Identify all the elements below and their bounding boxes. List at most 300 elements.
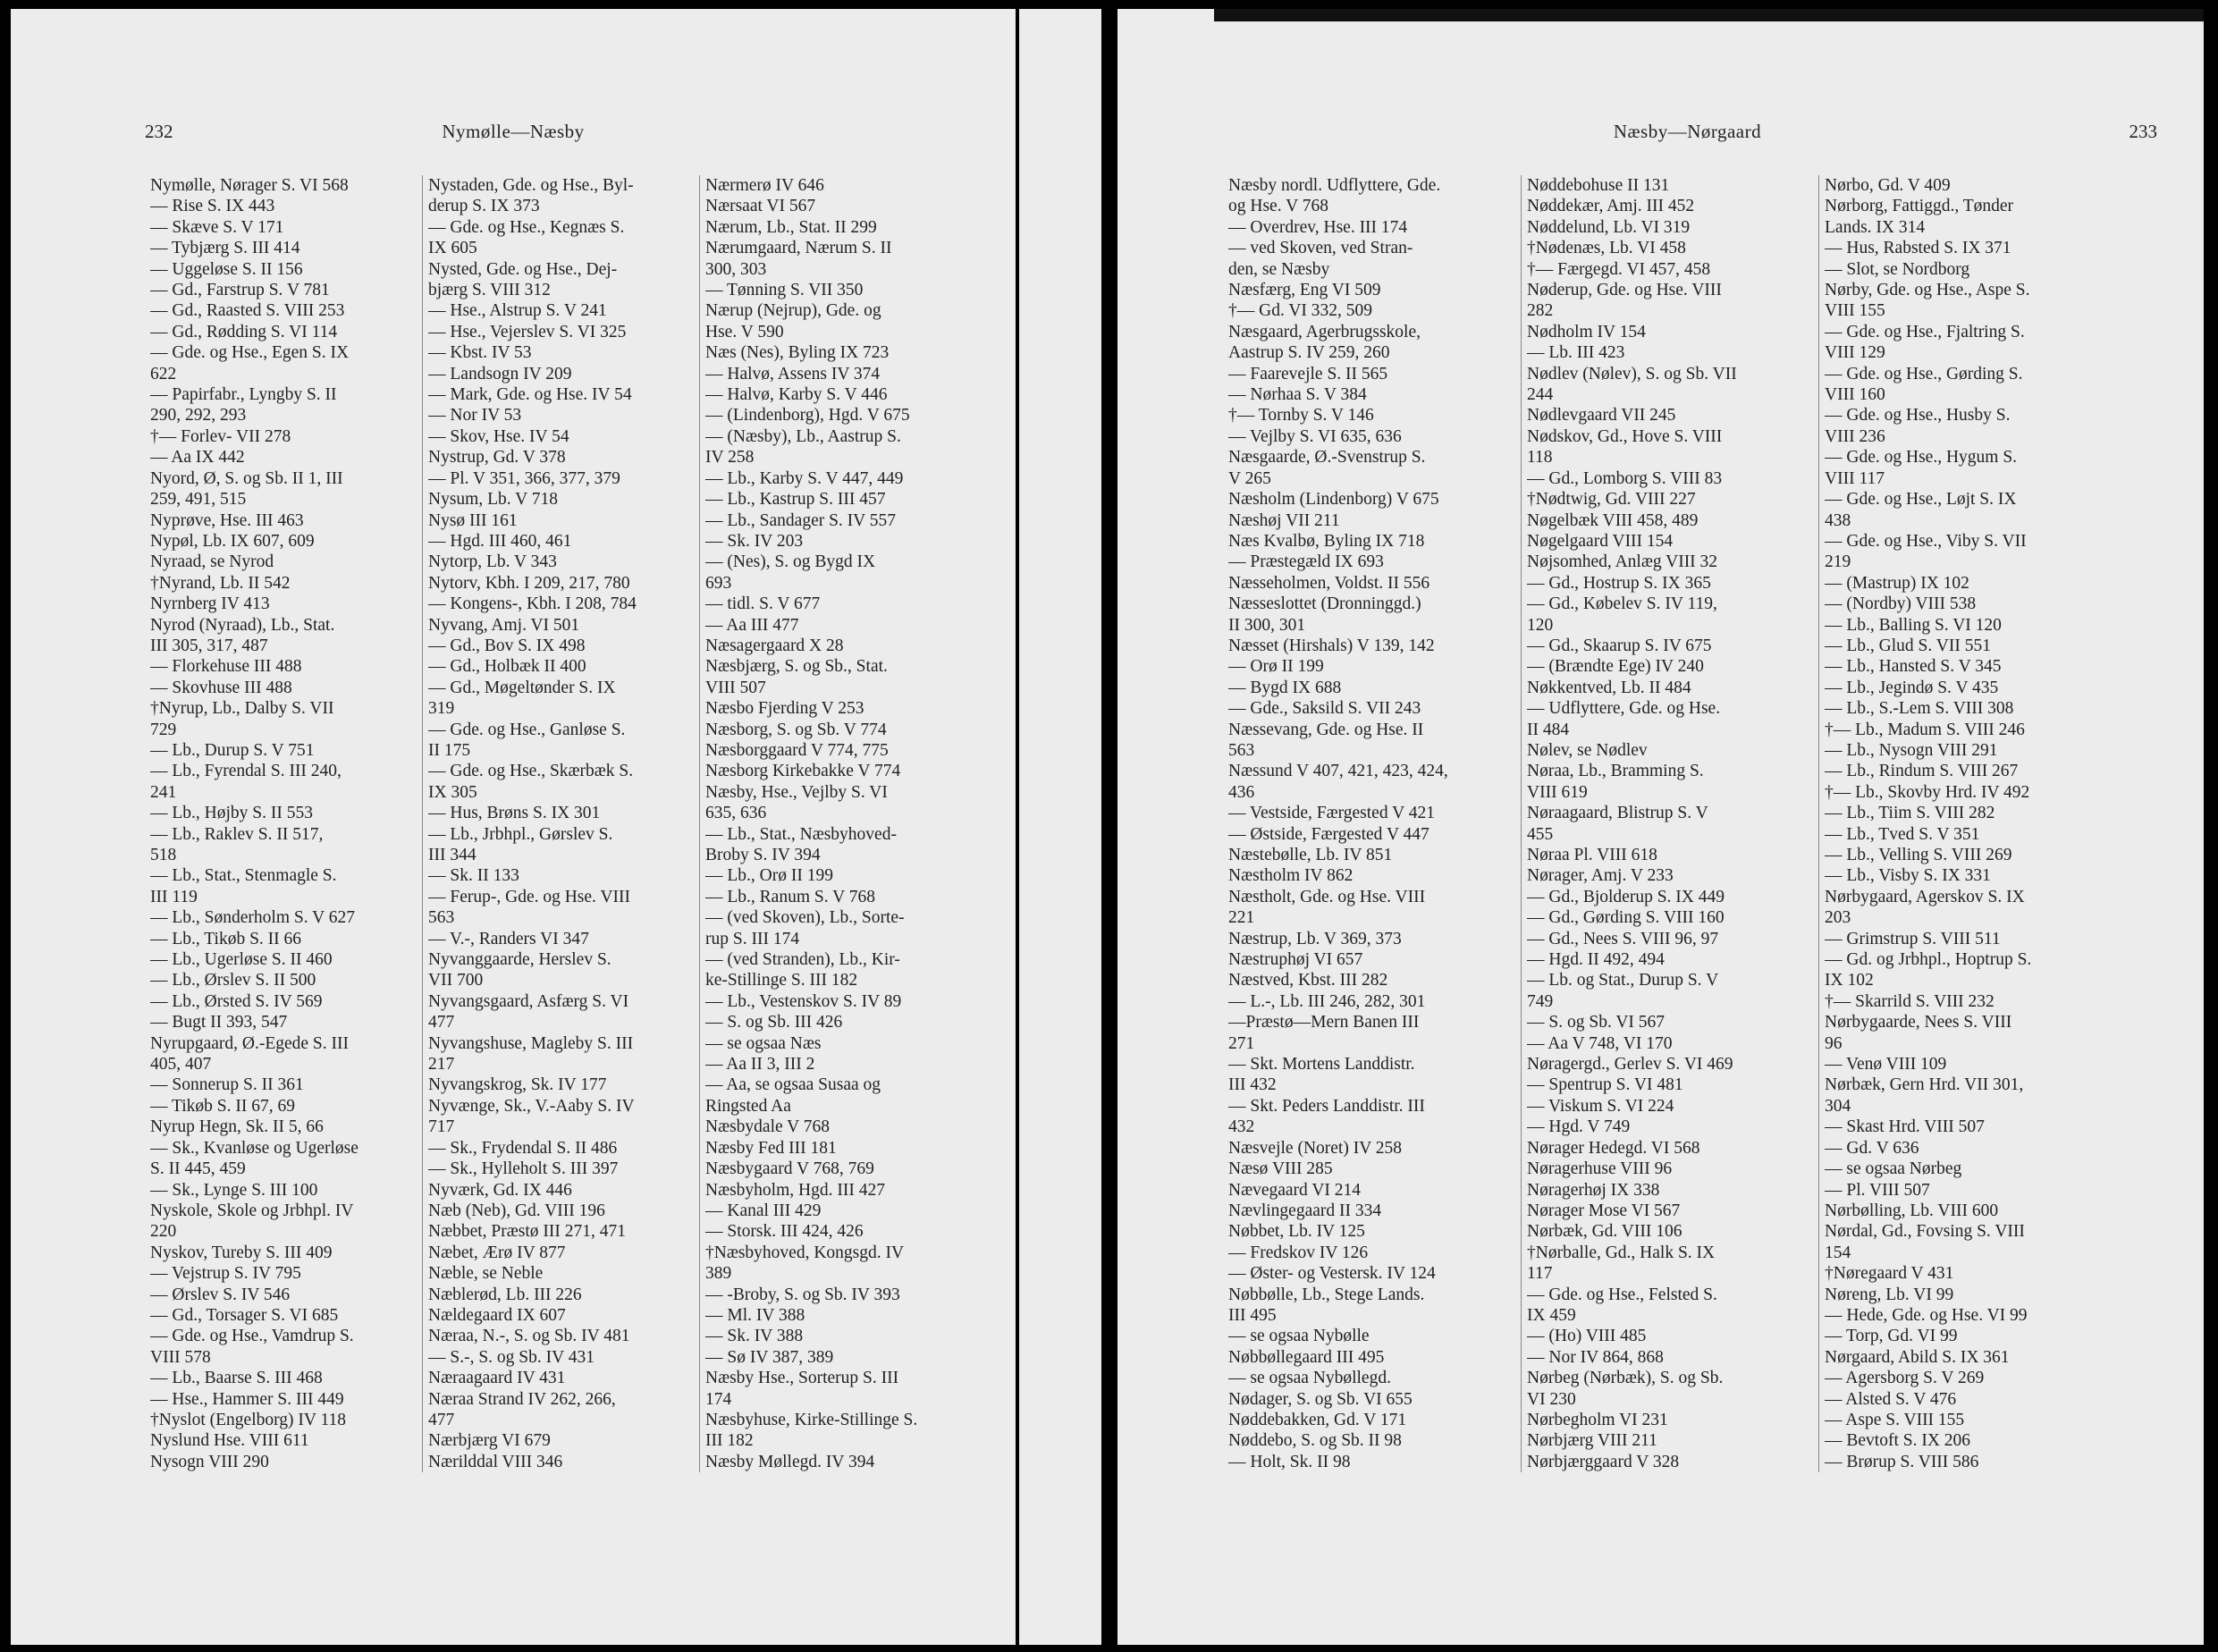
- index-entry-line: Nøragergd., Gerlev S. VI 469: [1527, 1055, 1733, 1075]
- index-entry-line: 729: [150, 720, 177, 739]
- index-entry-line: — Præstegæld IX 693: [1228, 552, 1384, 572]
- index-entry-line: Næsborg, S. og Sb. V 774: [705, 720, 887, 739]
- index-entry-line: Nørbølling, Lb. VIII 600: [1825, 1201, 1999, 1220]
- index-entry-line: III 495: [1228, 1305, 1277, 1325]
- index-entry-line: — se ogsaa Nybølle: [1228, 1327, 1370, 1346]
- index-entry-line: — Gde. og Hse., Vamdrup S.: [150, 1327, 354, 1346]
- index-entry-line: Næstebølle, Lb. IV 851: [1228, 846, 1393, 864]
- index-entry-line: Næsvejle (Noret) IV 258: [1228, 1138, 1403, 1158]
- index-entry-line: — Storsk. III 424, 426: [705, 1222, 864, 1242]
- index-entry-line: — Slot, se Nordborg: [1825, 259, 1970, 279]
- index-entry-line: 405, 407: [150, 1055, 212, 1075]
- index-entry-line: — Aa V 748, VI 170: [1527, 1033, 1673, 1053]
- index-entry-line: — Hgd. II 492, 494: [1527, 950, 1665, 970]
- index-entry-line: — Østside, Færgested V 447: [1228, 824, 1429, 844]
- index-entry-line: Nævlingegaard II 334: [1228, 1201, 1382, 1220]
- index-entry-line: Nyværk, Gd. IX 446: [428, 1180, 572, 1200]
- index-entry-line: VIII 507: [705, 678, 766, 697]
- index-entry-line: — Skast Hrd. VIII 507: [1825, 1117, 1985, 1137]
- index-entry-line: †Nøregaard V 431: [1825, 1264, 1954, 1284]
- index-entry-line: Næsbydale V 768: [705, 1117, 831, 1137]
- index-entry-line: — Lb., Orø II 199: [705, 866, 833, 886]
- index-entry-line: — Aspe S. VIII 155: [1825, 1410, 1965, 1429]
- index-entry-line: — V.-, Randers VI 347: [428, 929, 589, 948]
- index-entry-line: — Lb., Jrbhpl., Gørslev S.: [428, 824, 613, 844]
- index-entry-line: — Gde. og Hse., Kegnæs S.: [428, 217, 625, 237]
- index-entry-line: Næssund V 407, 421, 423, 424,: [1228, 762, 1448, 781]
- index-entry-line: — Pl. V 351, 366, 377, 379: [428, 468, 620, 488]
- index-entry-line: Nysum, Lb. V 718: [428, 490, 559, 510]
- index-entry-line: — Gde. og Hse., Hygum S.: [1825, 448, 2018, 468]
- index-entry-line: Nyvangskrog, Sk. IV 177: [428, 1075, 607, 1095]
- index-entry-line: den, se Næsby: [1228, 259, 1330, 279]
- index-entry-line: — Hse., Hammer S. III 449: [150, 1389, 344, 1409]
- index-entry-line: Næb (Neb), Gd. VIII 196: [428, 1201, 605, 1220]
- index-entry-line: — Lb., Raklev S. II 517,: [150, 824, 324, 844]
- index-columns: [145, 175, 994, 1472]
- index-entry-line: Nærsaat VI 567: [705, 197, 816, 216]
- index-entry-line: — (ved Stranden), Lb., Kir-: [705, 950, 900, 970]
- index-entry-line: †— Tornby S. V 146: [1228, 406, 1374, 426]
- index-columns: [1223, 175, 2144, 1472]
- index-entry-line: Næstholt, Gde. og Hse. VIII: [1228, 887, 1426, 906]
- index-entry-line: — Fredskov IV 126: [1228, 1243, 1369, 1262]
- index-entry-line: VIII 236: [1825, 426, 1885, 446]
- index-entry-line: — Gde. og Hse., Egen S. IX: [150, 343, 350, 363]
- index-entry-line: — Lb., Tiim S. VIII 282: [1825, 804, 1995, 823]
- index-entry-line: Nærilddal VIII 346: [428, 1452, 563, 1471]
- index-entry-line: og Hse. V 768: [1228, 197, 1328, 216]
- index-entry-line: derup S. IX 373: [428, 197, 540, 216]
- index-entry-line: Næraagaard IV 431: [428, 1369, 566, 1388]
- index-entry-line: — Ørslev S. IV 546: [150, 1285, 291, 1304]
- index-entry-line: Nyord, Ø, S. og Sb. II 1, III: [150, 468, 343, 488]
- index-entry-line: 96: [1825, 1033, 1843, 1053]
- index-entry-line: — Gd., Skaarup S. IV 675: [1527, 636, 1712, 655]
- index-entry-line: IX 305: [428, 782, 477, 802]
- index-entry-line: Nærmerø IV 646: [705, 176, 824, 195]
- index-entry-line: — Lb., Ranum S. V 768: [705, 887, 875, 906]
- index-entry-line: Nyslund Hse. VIII 611: [150, 1431, 309, 1451]
- index-entry-line: Nøddebo, S. og Sb. II 98: [1228, 1431, 1402, 1451]
- index-entry-line: — Lb., Baarse S. III 468: [150, 1369, 323, 1388]
- index-entry-line: Nyrnberg IV 413: [150, 594, 270, 614]
- index-entry-line: †Nødenæs, Lb. VI 458: [1527, 239, 1686, 258]
- index-entry-line: Nøjsomhed, Anlæg VIII 32: [1527, 552, 1718, 572]
- index-entry-line: 271: [1228, 1033, 1255, 1053]
- index-entry-line: Nøgelgaard VIII 154: [1527, 531, 1674, 551]
- index-entry-line: Nyrupgaard, Ø.-Egede S. III: [150, 1033, 350, 1053]
- index-entry-line: Nøddekær, Amj. III 452: [1527, 197, 1695, 216]
- index-entry-line: — Lb., Balling S. VI 120: [1825, 615, 2002, 635]
- index-entry-line: 118: [1527, 448, 1553, 468]
- index-entry-line: — Lb., Fyrendal S. III 240,: [150, 762, 342, 781]
- index-entry-line: Næsø VIII 285: [1228, 1159, 1333, 1179]
- index-entry-line: 241: [150, 782, 177, 802]
- index-entry-line: — Landsogn IV 209: [428, 364, 572, 384]
- index-entry-line: — Lb. og Stat., Durup S. V: [1527, 971, 1719, 990]
- index-entry-line: — Brørup S. VIII 586: [1825, 1452, 1979, 1471]
- index-entry-line: — Sk., Lynge S. III 100: [150, 1180, 318, 1200]
- index-entry-line: — (Mastrup) IX 102: [1825, 573, 1969, 593]
- index-entry-line: 438: [1825, 510, 1851, 530]
- index-entry-line: VII 700: [428, 971, 484, 990]
- index-entry-line: Nølev, se Nødlev: [1527, 740, 1648, 760]
- index-entry-line: Nærumgaard, Nærum S. II: [705, 239, 892, 258]
- index-entry-line: Nymølle, Nørager S. VI 568: [150, 176, 349, 195]
- index-entry-line: III 432: [1228, 1075, 1277, 1095]
- index-entry-line: — Torp, Gd. VI 99: [1825, 1327, 1958, 1346]
- index-entry-line: — Hus, Brøns S. IX 301: [428, 804, 601, 823]
- index-entry-line: Næsgaarde, Ø.-Svenstrup S.: [1228, 448, 1426, 468]
- index-entry-line: Nyskov, Tureby S. III 409: [150, 1243, 333, 1262]
- index-entry-line: Nysø III 161: [428, 510, 518, 530]
- index-entry-line: — Grimstrup S. VIII 511: [1825, 929, 2001, 948]
- index-entry-line: — Skt. Peders Landdistr. III: [1228, 1096, 1425, 1116]
- index-entry-line: — -Broby, S. og Sb. IV 393: [705, 1285, 900, 1304]
- index-entry-line: — Gd., Raasted S. VIII 253: [150, 301, 345, 321]
- index-entry-line: — Gde. og Hse., Skærbæk S.: [428, 762, 634, 781]
- index-entry-line: — Lb., Glud S. VII 551: [1825, 636, 1991, 655]
- index-entry-line: †— Forlev- VII 278: [150, 426, 291, 446]
- index-entry-line: — Gde. og Hse., Ganløse S.: [428, 720, 626, 739]
- index-entry-line: — Lb., Durup S. V 751: [150, 740, 315, 760]
- index-entry-line: Næbet, Ærø IV 877: [428, 1243, 566, 1262]
- index-entry-line: — Tybjærg S. III 414: [150, 239, 300, 258]
- index-entry-line: — Hede, Gde. og Hse. VI 99: [1825, 1305, 2028, 1325]
- index-entry-line: — Gd. V 636: [1825, 1138, 1919, 1158]
- index-entry-line: Nævegaard VI 214: [1228, 1180, 1362, 1200]
- index-entry-line: Nyskole, Skole og Jrbhpl. IV: [150, 1201, 354, 1220]
- index-entry-line: Næsgaard, Agerbrugsskole,: [1228, 322, 1421, 341]
- index-entry-line: 219: [1825, 552, 1851, 572]
- left-page: [11, 9, 1016, 1645]
- index-entry-line: — Sk. IV 388: [705, 1327, 804, 1346]
- index-entry-line: 455: [1527, 824, 1554, 844]
- index-entry-line: 244: [1527, 385, 1554, 405]
- index-entry-line: Nørager, Amj. V 233: [1527, 866, 1674, 886]
- index-entry-line: Lands. IX 314: [1825, 217, 1926, 237]
- index-entry-line: Nældegaard IX 607: [428, 1305, 566, 1325]
- index-entry-line: V 265: [1228, 468, 1271, 488]
- index-entry-line: — Sk. II 133: [428, 866, 519, 886]
- index-entry-line: — Gde. og Hse., Felsted S.: [1527, 1285, 1717, 1304]
- index-entry-line: 563: [428, 908, 455, 928]
- index-entry-line: — Vestside, Færgested V 421: [1228, 804, 1435, 823]
- index-entry-line: — Gde. og Hse., Fjaltring S.: [1825, 322, 2025, 341]
- index-entry-line: — Gd., Nees S. VIII 96, 97: [1527, 929, 1719, 948]
- index-entry-line: — Gd., Torsager S. VI 685: [150, 1305, 339, 1325]
- index-entry-line: — Ml. IV 388: [705, 1305, 805, 1325]
- index-entry-line: — tidl. S. V 677: [705, 594, 821, 614]
- index-entry-line: 203: [1825, 908, 1851, 928]
- index-entry-line: †— Gd. VI 332, 509: [1228, 301, 1373, 321]
- index-entry-line: — Gd., Gørding S. VIII 160: [1527, 908, 1725, 928]
- index-entry-line: Nærum, Lb., Stat. II 299: [705, 217, 877, 237]
- index-entry-line: IX 605: [428, 239, 477, 258]
- index-entry-line: †Næsbyhoved, Kongsgd. IV: [705, 1243, 905, 1262]
- index-entry-line: Nørbjærg VIII 211: [1527, 1431, 1657, 1451]
- index-entry-line: — Lb., S.-Lem S. VIII 308: [1825, 699, 2014, 719]
- index-entry-line: — se ogsaa Nørbeg: [1825, 1159, 1962, 1179]
- index-entry-line: II 300, 301: [1228, 615, 1306, 635]
- index-entry-line: Næsby Fed III 181: [705, 1138, 837, 1158]
- index-entry-line: Nystrup, Gd. V 378: [428, 448, 566, 468]
- index-entry-line: Næsborg Kirkebakke V 774: [705, 762, 901, 781]
- index-entry-line: Nærbjærg VI 679: [428, 1431, 551, 1451]
- index-entry-line: —Præstø—Mern Banen III: [1228, 1013, 1420, 1032]
- index-entry-line: — Gd., Bov S. IX 498: [428, 636, 586, 655]
- index-entry-line: — Lb., Sandager S. IV 557: [705, 510, 897, 530]
- index-entry-line: — Rise S. IX 443: [150, 197, 275, 216]
- index-entry-line: — Hse., Alstrup S. V 241: [428, 301, 607, 321]
- index-entry-line: Nødskov, Gd., Hove S. VIII: [1527, 426, 1723, 446]
- index-entry-line: — Lb., Tikøb S. II 66: [150, 929, 302, 948]
- index-entry-line: †— Færgegd. VI 457, 458: [1527, 259, 1711, 279]
- index-entry-line: 217: [428, 1055, 455, 1075]
- index-entry-line: — Sk., Frydendal S. II 486: [428, 1138, 618, 1158]
- index-entry-line: Nødager, S. og Sb. VI 655: [1228, 1389, 1413, 1409]
- index-entry-line: III 305, 317, 487: [150, 636, 268, 655]
- index-entry-line: Ringsted Aa: [705, 1096, 791, 1116]
- index-entry-line: Næstholm IV 862: [1228, 866, 1354, 886]
- index-entry-line: — Aa, se ogsaa Susaa og: [705, 1075, 881, 1095]
- index-entry-line: — Gde. og Hse., Viby S. VII: [1825, 531, 2027, 551]
- index-entry-line: 389: [705, 1264, 732, 1284]
- index-entry-line: — (Nes), S. og Bygd IX: [705, 552, 876, 572]
- index-entry-line: — Halvø, Assens IV 374: [705, 364, 881, 384]
- index-entry-line: — (Brændte Ege) IV 240: [1527, 657, 1704, 677]
- index-entry-line: — Lb., Højby S. II 553: [150, 804, 313, 823]
- index-entry-line: Næsby nordl. Udflyttere, Gde.: [1228, 176, 1441, 195]
- index-entry-line: Nøraagaard, Blistrup S. V: [1527, 804, 1708, 823]
- index-entry-line: — Sø IV 387, 389: [705, 1347, 834, 1367]
- index-entry-line: Nærup (Nejrup), Gde. og: [705, 301, 881, 321]
- index-entry-line: — se ogsaa Nybøllegd.: [1228, 1369, 1391, 1388]
- index-entry-line: Næsbo Fjerding V 253: [705, 699, 864, 719]
- index-entry-line: — Lb., Rindum S. VIII 267: [1825, 762, 2019, 781]
- index-entry-line: — Lb., Karby S. V 447, 449: [705, 468, 904, 488]
- index-entry-line: IX 459: [1527, 1305, 1576, 1325]
- index-entry-line: 622: [150, 364, 177, 384]
- index-entry-line: — Bygd IX 688: [1228, 678, 1342, 697]
- index-entry-line: VIII 619: [1527, 782, 1588, 802]
- index-entry-line: Næstved, Kbst. III 282: [1228, 971, 1388, 990]
- index-entry-line: 174: [705, 1389, 732, 1409]
- index-entry-line: Nøbbøllegaard III 495: [1228, 1347, 1385, 1367]
- index-entry-line: Næssevang, Gde. og Hse. II: [1228, 720, 1424, 739]
- index-entry-line: 120: [1527, 615, 1554, 635]
- index-entry-line: Næsbjærg, S. og Sb., Stat.: [705, 657, 888, 677]
- index-entry-line: Næblerød, Lb. III 226: [428, 1285, 582, 1304]
- index-entry-line: III 344: [428, 846, 476, 864]
- index-entry-line: 319: [428, 699, 455, 719]
- index-entry-line: — Bugt II 393, 547: [150, 1013, 288, 1032]
- index-entry-line: — Kbst. IV 53: [428, 343, 532, 363]
- index-entry-line: 477: [428, 1013, 455, 1032]
- page-number: 232: [145, 121, 173, 142]
- index-entry-line: — Aa IX 442: [150, 448, 245, 468]
- index-entry-line: — Bevtoft S. IX 206: [1825, 1431, 1971, 1451]
- index-entry-line: VI 230: [1527, 1389, 1576, 1409]
- index-entry-line: — Skt. Mortens Landdistr.: [1228, 1055, 1415, 1075]
- index-entry-line: — Skæve S. V 171: [150, 217, 284, 237]
- index-entry-line: 154: [1825, 1243, 1851, 1262]
- index-entry-line: Næsby, Hse., Vejlby S. VI: [705, 782, 888, 802]
- index-entry-line: 693: [705, 573, 732, 593]
- index-entry-line: †Nyslot (Engelborg) IV 118: [150, 1410, 346, 1429]
- index-entry-line: 635, 636: [705, 804, 767, 823]
- index-entry-line: Nyvanggaarde, Herslev S.: [428, 950, 611, 970]
- index-entry-line: Næshøj VII 211: [1228, 510, 1340, 530]
- index-entry-line: — Gd., Rødding S. VI 114: [150, 322, 338, 341]
- index-entry-line: †— Skarrild S. VIII 232: [1825, 991, 1995, 1011]
- index-entry-line: Næsfærg, Eng VI 509: [1228, 281, 1381, 300]
- index-entry-line: Næsholm (Lindenborg) V 675: [1228, 490, 1439, 510]
- index-entry-line: — Gd., Lomborg S. VIII 83: [1527, 468, 1723, 488]
- index-entry-line: — Gd., Farstrup S. V 781: [150, 281, 330, 300]
- index-entry-line: — Gde., Saksild S. VII 243: [1228, 699, 1421, 719]
- index-entry-line: Nyvang, Amj. VI 501: [428, 615, 580, 635]
- left-page-header: [11, 121, 1016, 156]
- right-page: [1117, 9, 2204, 1645]
- index-entry-line: Nøgelbæk VIII 458, 489: [1527, 510, 1699, 530]
- index-entry-line: — Pl. VIII 507: [1825, 1180, 1930, 1200]
- index-entry-line: Nypøl, Lb. IX 607, 609: [150, 531, 315, 551]
- index-entry-line: — (ved Skoven), Lb., Sorte-: [705, 908, 905, 928]
- index-entry-line: — Aa II 3, III 2: [705, 1055, 815, 1075]
- index-entry-line: — S. og Sb. III 426: [705, 1013, 843, 1032]
- index-entry-line: VIII 129: [1825, 343, 1885, 363]
- index-entry-line: — S.-, S. og Sb. IV 431: [428, 1347, 595, 1367]
- index-entry-line: Nyrod (Nyraad), Lb., Stat.: [150, 615, 335, 635]
- index-entry-line: Næs (Nes), Byling IX 723: [705, 343, 890, 363]
- index-entry-line: — Lb., Ugerløse S. II 460: [150, 950, 333, 970]
- index-entry-line: Nyraad, se Nyrod: [150, 552, 274, 572]
- index-entry-line: 117: [1527, 1264, 1553, 1284]
- index-entry-line: — Lb., Ørslev S. II 500: [150, 971, 316, 990]
- index-entry-line: Næsbygaard V 768, 769: [705, 1159, 874, 1179]
- index-entry-line: — Lb., Visby S. IX 331: [1825, 866, 1991, 886]
- index-entry-line: — Kongens-, Kbh. I 208, 784: [428, 594, 637, 614]
- index-entry-line: — Overdrev, Hse. III 174: [1228, 217, 1408, 237]
- index-entry-line: Nødlev (Nølev), S. og Sb. VII: [1527, 364, 1737, 384]
- right-page-top-shadow: [1214, 9, 2204, 21]
- index-entry-line: Nøraa, Lb., Bramming S.: [1527, 762, 1704, 781]
- index-entry-line: Næble, se Neble: [428, 1264, 544, 1284]
- index-entry-line: Nyvangsgaard, Asfærg S. VI: [428, 991, 629, 1011]
- index-entry-line: Nøddelund, Lb. VI 319: [1527, 217, 1691, 237]
- index-entry-line: — Gde. og Hse., Løjt S. IX: [1825, 490, 2017, 510]
- index-entry-line: Nøbbet, Lb. IV 125: [1228, 1222, 1365, 1242]
- index-entry-line: Nørbeg (Nørbæk), S. og Sb.: [1527, 1369, 1724, 1388]
- index-entry-line: — Tønning S. VII 350: [705, 281, 864, 300]
- index-entry-line: — Halvø, Karby S. V 446: [705, 385, 888, 405]
- index-entry-line: — Aa III 477: [705, 615, 799, 635]
- index-entry-line: IV 258: [705, 448, 755, 468]
- running-head: Næsby—Nørgaard: [1613, 121, 1762, 142]
- index-entry-line: — Spentrup S. VI 481: [1527, 1075, 1683, 1095]
- index-entry-line: — Agersborg S. V 269: [1825, 1369, 1985, 1388]
- index-entry-line: — Gd., Møgeltønder S. IX: [428, 678, 616, 697]
- index-entry-line: S. II 445, 459: [150, 1159, 246, 1179]
- index-entry-line: Næsby Møllegd. IV 394: [705, 1452, 875, 1471]
- index-column: [422, 175, 699, 1472]
- index-entry-line: Nøragerhøj IX 338: [1527, 1180, 1660, 1200]
- index-entry-line: Nyvænge, Sk., V.-Aaby S. IV: [428, 1096, 635, 1116]
- index-entry-line: Nørdal, Gd., Fovsing S. VIII: [1825, 1222, 2025, 1242]
- index-entry-line: — Lb., Kastrup S. III 457: [705, 490, 886, 510]
- index-entry-line: — Orø II 199: [1228, 657, 1324, 677]
- index-entry-line: — Nørhaa S. V 384: [1228, 385, 1367, 405]
- index-entry-line: †Nødtwig, Gd. VIII 227: [1527, 490, 1696, 510]
- index-column: [1521, 175, 1818, 1472]
- index-entry-line: Næstrup, Lb. V 369, 373: [1228, 929, 1402, 948]
- index-entry-line: Nøkkentved, Lb. II 484: [1527, 678, 1691, 697]
- index-entry-line: Nødlevgaard VII 245: [1527, 406, 1676, 426]
- index-entry-line: — Tikøb S. II 67, 69: [150, 1096, 295, 1116]
- index-entry-line: Nørgaard, Abild S. IX 361: [1825, 1347, 2010, 1367]
- index-entry-line: 563: [1228, 740, 1255, 760]
- index-entry-line: — Nor IV 864, 868: [1527, 1347, 1664, 1367]
- index-entry-line: 220: [150, 1222, 177, 1242]
- index-entry-line: — Florkehuse III 488: [150, 657, 302, 677]
- index-column: [699, 175, 976, 1472]
- index-entry-line: — Vejstrup S. IV 795: [150, 1264, 301, 1284]
- index-entry-line: Næraa Strand IV 262, 266,: [428, 1389, 616, 1409]
- index-entry-line: — Sk., Hylleholt S. III 397: [428, 1159, 619, 1179]
- index-entry-line: — Lb., Vestenskov S. IV 89: [705, 991, 902, 1011]
- index-entry-line: rup S. III 174: [705, 929, 800, 948]
- index-entry-line: — Lb., Velling S. VIII 269: [1825, 846, 2012, 864]
- index-entry-line: Nørby, Gde. og Hse., Aspe S.: [1825, 281, 2030, 300]
- index-entry-line: — Uggeløse S. II 156: [150, 259, 303, 279]
- index-entry-line: Nørbygaarde, Nees S. VIII: [1825, 1013, 2012, 1032]
- index-entry-line: 221: [1228, 908, 1255, 928]
- index-entry-line: Nøddebohuse II 131: [1527, 176, 1670, 195]
- index-entry-line: — Gd., Bjolderup S. IX 449: [1527, 887, 1725, 906]
- index-entry-line: — Mark, Gde. og Hse. IV 54: [428, 385, 632, 405]
- index-entry-line: — Hgd. III 460, 461: [428, 531, 572, 551]
- index-entry-line: 717: [428, 1117, 455, 1137]
- index-entry-line: III 182: [705, 1431, 754, 1451]
- index-entry-line: †— Lb., Madum S. VIII 246: [1825, 720, 2025, 739]
- index-entry-line: †Nørballe, Gd., Halk S. IX: [1527, 1243, 1716, 1262]
- index-entry-line: Nøragerhuse VIII 96: [1527, 1159, 1673, 1179]
- index-entry-line: Nørbjærggaard V 328: [1527, 1452, 1680, 1471]
- index-entry-line: — ved Skoven, ved Stran-: [1228, 239, 1413, 258]
- index-column: [145, 175, 422, 1472]
- index-entry-line: 300, 303: [705, 259, 767, 279]
- index-entry-line: Nøddebakken, Gd. V 171: [1228, 1410, 1407, 1429]
- index-entry-line: — Viskum S. VI 224: [1527, 1096, 1674, 1116]
- index-entry-line: Næsborggaard V 774, 775: [705, 740, 889, 760]
- index-entry-line: Nøderup, Gde. og Hse. VIII: [1527, 281, 1722, 300]
- index-entry-line: bjærg S. VIII 312: [428, 281, 551, 300]
- index-entry-line: Nørager Mose VI 567: [1527, 1201, 1681, 1220]
- index-entry-line: Hse. V 590: [705, 322, 784, 341]
- index-entry-line: Nøreng, Lb. VI 99: [1825, 1285, 1954, 1304]
- index-entry-line: — Gd., Købelev S. IV 119,: [1527, 594, 1717, 614]
- index-entry-line: Nyprøve, Hse. III 463: [150, 510, 304, 530]
- index-column: [1818, 175, 2116, 1472]
- index-entry-line: Nysogn VIII 290: [150, 1452, 269, 1471]
- index-entry-line: — Hgd. V 749: [1527, 1117, 1631, 1137]
- index-entry-line: — Nor IV 53: [428, 406, 522, 426]
- index-entry-line: 290, 292, 293: [150, 406, 247, 426]
- index-entry-line: Nystaden, Gde. og Hse., Byl-: [428, 176, 634, 195]
- index-entry-line: Nytorp, Lb. V 343: [428, 552, 557, 572]
